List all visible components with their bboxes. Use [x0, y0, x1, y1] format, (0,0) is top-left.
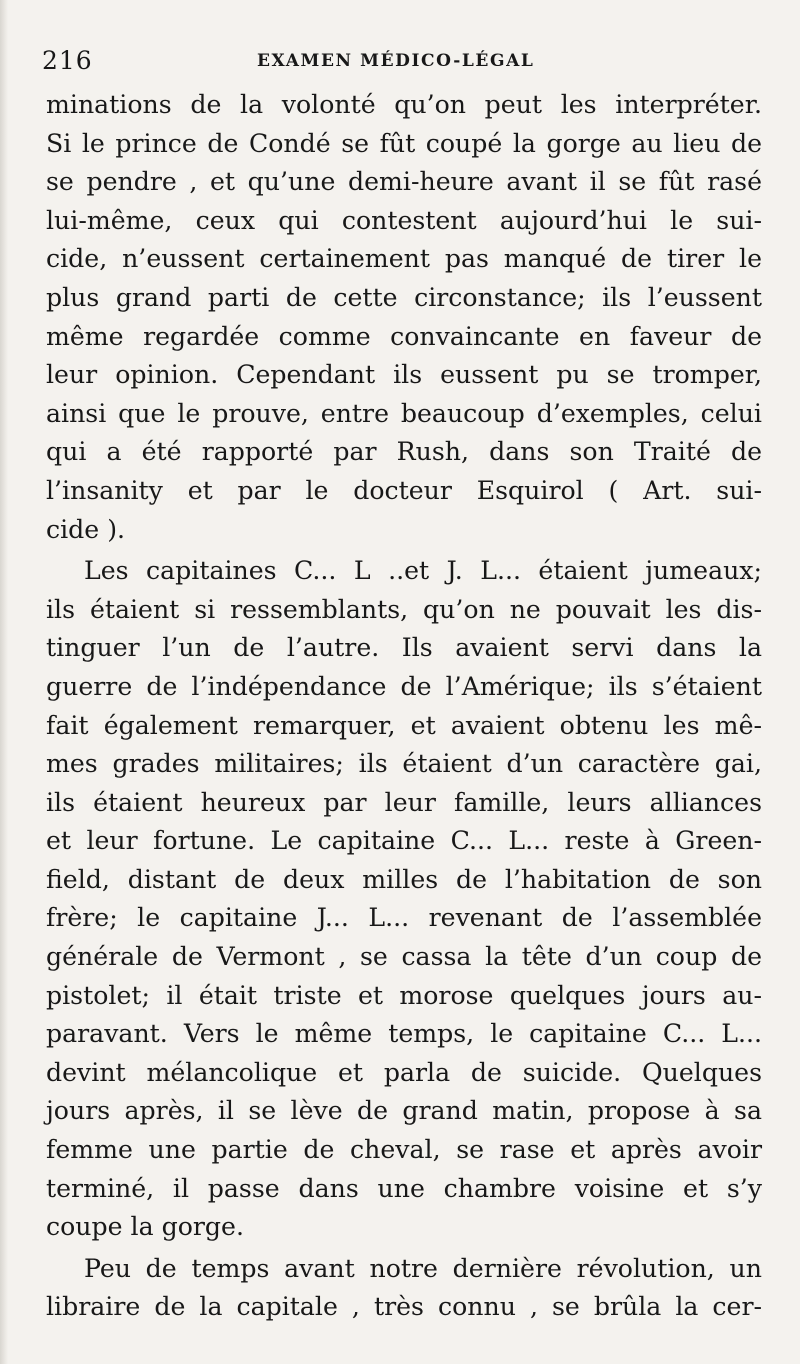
text-line: lui-même, ceux qui contestent aujourd’hui le sui- [46, 205, 762, 235]
text-line: l’insanity et par le docteur Esquirol ( Art. sui- [46, 475, 762, 505]
text-line: ainsi que le prouve, entre beaucoup d’exemples, celui [46, 398, 762, 428]
text-line: cide, n’eussent certainement pas manqué de tirer le [46, 244, 762, 274]
paragraph-1 [46, 86, 762, 549]
text-line: paravant. Vers le même temps, le capitaine C... L... [46, 1019, 762, 1049]
text-line: femme une partie de cheval, se rase et après avoir [46, 1135, 762, 1165]
text-line: Peu de temps avant notre dernière révolution, un [84, 1253, 762, 1283]
paragraph-2 [46, 552, 762, 1247]
text-line: même regardée comme convaincante en faveur de [46, 321, 762, 351]
text-line: libraire de la capitale , très connu , se brûla la cer- [46, 1292, 762, 1322]
text-line: Les capitaines C... L ..et J. L... étaient jumeaux; [84, 556, 762, 586]
text-line: leur opinion. Cependant ils eussent pu se tromper, [46, 360, 762, 390]
text-line: terminé, il passe dans une chambre voisine et s’y [46, 1173, 762, 1203]
text-line: se pendre , et qu’une demi-heure avant il se fût rasé [46, 167, 762, 197]
text-line: jours après, il se lève de grand matin, propose à sa [46, 1096, 762, 1126]
text-line: pistolet; il était triste et morose quelques jours au- [46, 980, 762, 1010]
text-line: tinguer l’un de l’autre. Ils avaient servi dans la [46, 633, 762, 663]
text-line: ils étaient si ressemblants, qu’on ne pouvait les dis- [46, 594, 762, 624]
text-line: ils étaient heureux par leur famille, leurs alliances [46, 787, 762, 817]
running-head: EXAMEN MÉDICO-LÉGAL [257, 51, 535, 71]
body-text [46, 86, 762, 1327]
text-line: cide ). [46, 514, 126, 544]
text-line: coupe la gorge. [46, 1212, 244, 1242]
paragraph-3 [46, 1250, 762, 1327]
text-line: et leur fortune. Le capitaine C... L... reste à Green- [46, 826, 762, 856]
text-line: field, distant de deux milles de l’habitation de son [46, 864, 762, 894]
page-number: 216 [42, 46, 93, 75]
text-line: Si le prince de Condé se fût coupé la gorge au lieu de [46, 128, 762, 158]
text-line: frère; le capitaine J... L... revenant de l’assemblée [46, 903, 762, 933]
text-line: minations de la volonté qu’on peut les interpréter. [46, 90, 762, 119]
text-line: devint mélancolique et parla de suicide. Quelques [46, 1057, 762, 1087]
text-line: plus grand parti de cette circonstance; ils l’eussent [46, 282, 762, 312]
text-line: mes grades militaires; ils étaient d’un caractère gai, [46, 749, 762, 779]
text-line: générale de Vermont , se cassa la tête d’un coup de [46, 942, 762, 972]
page-header [42, 46, 758, 76]
text-line: fait également remarquer, et avaient obtenu les mê- [46, 710, 762, 740]
text-line: qui a été rapporté par Rush, dans son Traité de [46, 437, 762, 467]
text-line: guerre de l’indépendance de l’Amérique; ils s’étaient [46, 671, 762, 701]
